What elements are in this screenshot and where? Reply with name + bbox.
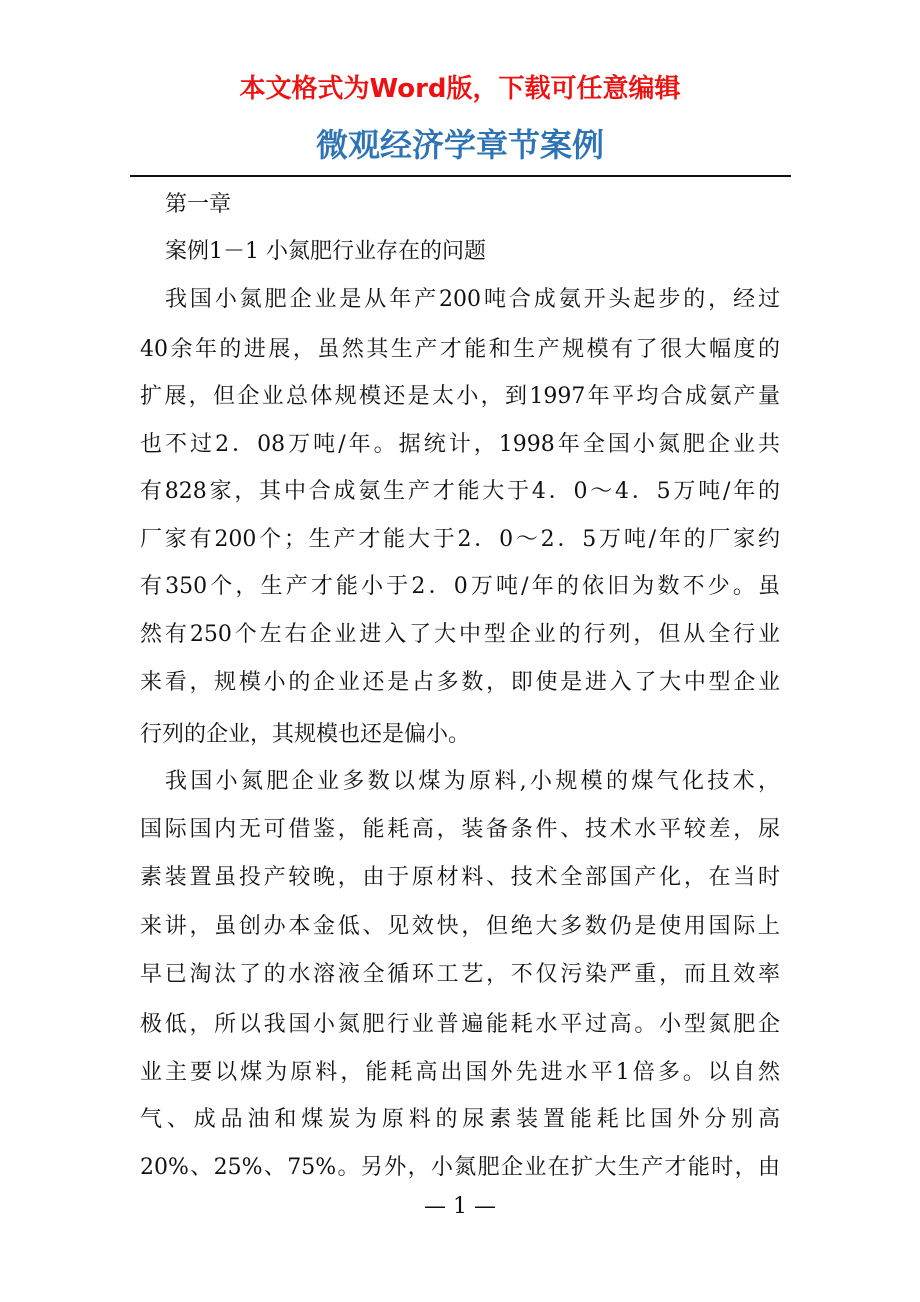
paragraph-line: 我国小氮肥企业是从年产200吨合成氨开头起步的，经过 [165,287,780,312]
paragraph-line: 厂家有200个；生产才能大于2．0～2．5万吨/年的厂家约 [140,527,780,552]
paragraph-line: 有828家，其中合成氨生产才能大于4．0～4．5万吨/年的 [140,479,780,504]
paragraph-line: 来讲，虽创办本金低、见效快，但绝大多数仍是使用国际上 [140,914,780,939]
paragraph-line: 然有250个左右企业进入了大中型企业的行列，但从全行业 [140,622,780,647]
word-format-banner: 本文格式为Word版，下载可任意编辑 [239,74,681,104]
page-number: — 1 — [424,1194,496,1219]
title-divider [130,175,791,177]
paragraph-line: 素装置虽投产较晚，由于原材料、技术全部国产化，在当时 [140,865,780,890]
chapter-heading: 第一章 [165,192,232,217]
paragraph-line: 业主要以煤为原料，能耗高出国外先进水平1倍多。以自然 [140,1060,780,1085]
paragraph-line: 40余年的进展，虽然其生产才能和生产规模有了很大幅度的 [140,337,780,362]
paragraph-line: 扩展，但企业总体规模还是太小，到1997年平均合成氨产量 [140,384,780,409]
paragraph-line: 气、成品油和煤炭为原料的尿素装置能耗比国外分别高 [140,1107,780,1132]
paragraph-line: 我国小氮肥企业多数以煤为原料,小规模的煤气化技术， [165,769,780,794]
paragraph-line: 行列的企业，其规模也还是偏小。 [140,722,471,747]
case-heading: 案例1－1 小氮肥行业存在的问题 [165,239,486,264]
paragraph-line: 极低，所以我国小氮肥行业普遍能耗水平过高。小型氮肥企 [140,1012,780,1037]
paragraph-line: 来看，规模小的企业还是占多数，即使是进入了大中型企业 [140,670,780,695]
paragraph-line: 国际国内无可借鉴，能耗高，装备条件、技术水平较差，尿 [140,817,780,842]
paragraph-line: 也不过2．08万吨/年。据统计，1998年全国小氮肥企业共 [140,432,780,457]
paragraph-line: 早已淘汰了的水溶液全循环工艺，不仅污染严重，而且效率 [140,962,780,987]
paragraph-line: 有350个，生产才能小于2．0万吨/年的依旧为数不少。虽 [140,574,780,599]
paragraph-line: 20%、25%、75%。另外，小氮肥企业在扩大生产才能时，由 [140,1155,780,1180]
document-title: 微观经济学章节案例 [315,126,604,164]
